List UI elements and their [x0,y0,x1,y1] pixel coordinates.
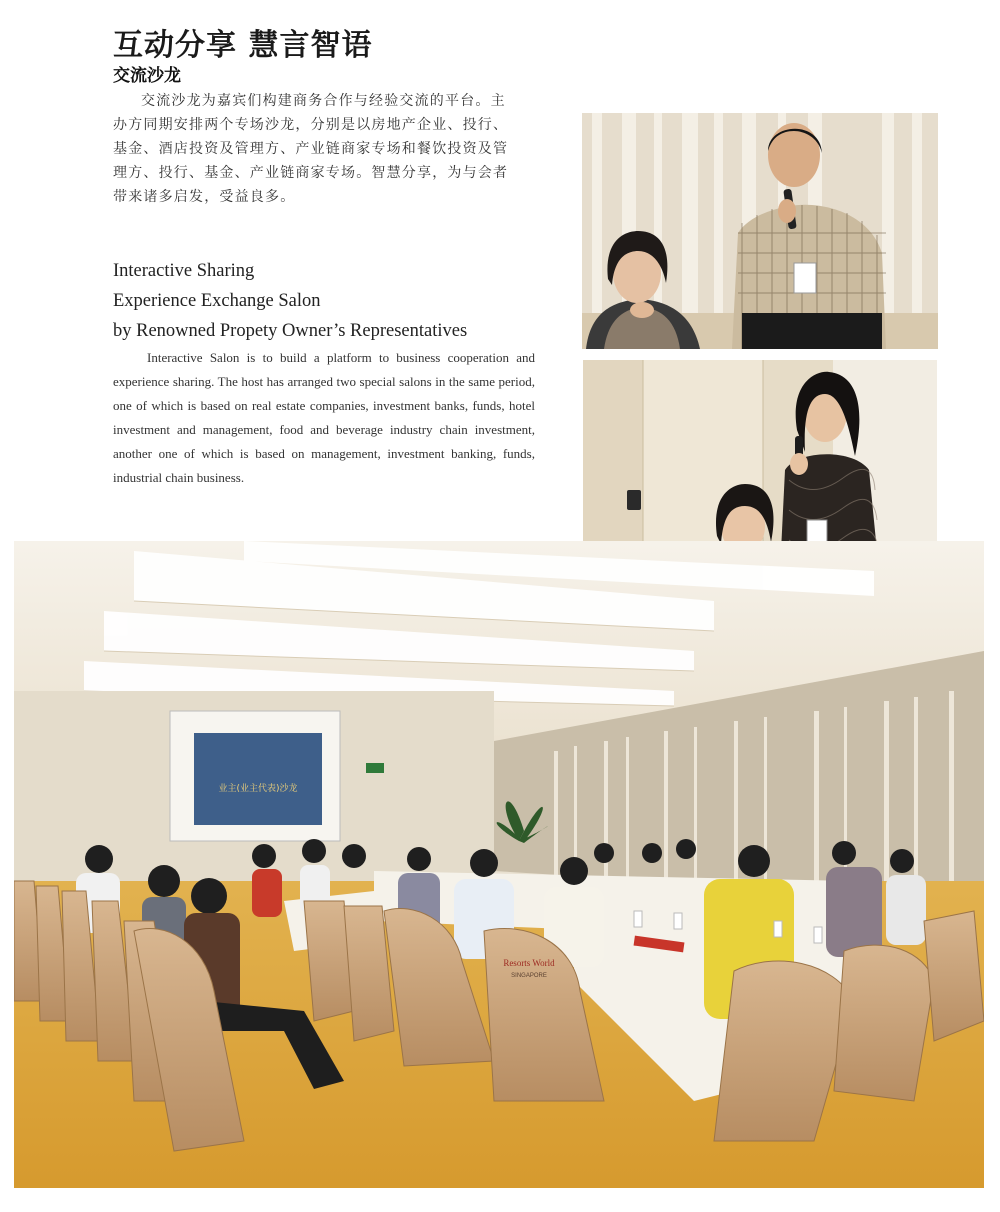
english-heading-line-2: Experience Exchange Salon [113,291,321,311]
body-paragraph-cn: 交流沙龙为嘉宾们构建商务合作与经验交流的平台。主办方同期安排两个专场沙龙，分别是以房地产企业、投行、基金、酒店投资及管理方、产业链商家专场和餐饮投资及管理方、投行、基金、产业链商家专场。智慧分享，为与会者带来诸多启发，受益良多。 [113,93,509,205]
english-heading-line-1: Interactive Sharing [113,261,255,281]
slide-title: 业主(业主代表)沙龙 [218,784,298,794]
body-paragraph-en: Interactive Salon is to build a platform to business cooperation and experience sharing. The host has arranged two special salons in the same period, one of which is based on real estate companies, investment banks, funds, hotel investment and management, food and beverage industry chain investment, another one of which is based on management, investment banking, funds, industrial chain business. [113,350,535,485]
body-text-en [113,346,535,490]
english-heading [113,256,467,346]
body-text-cn [113,89,515,209]
chair-brand-location: SINGAPORE [511,973,547,979]
english-heading-line-3: by Renowned Propety Owner’s Representatives [113,321,468,341]
chair-brand: Resorts World [503,958,555,968]
photo-male-speaker [582,113,938,349]
section-subtitle-cn: 交流沙龙 [113,66,181,86]
photo-salon-room [14,541,984,1188]
page-title-cn: 互动分享 慧言智语 [113,28,373,63]
